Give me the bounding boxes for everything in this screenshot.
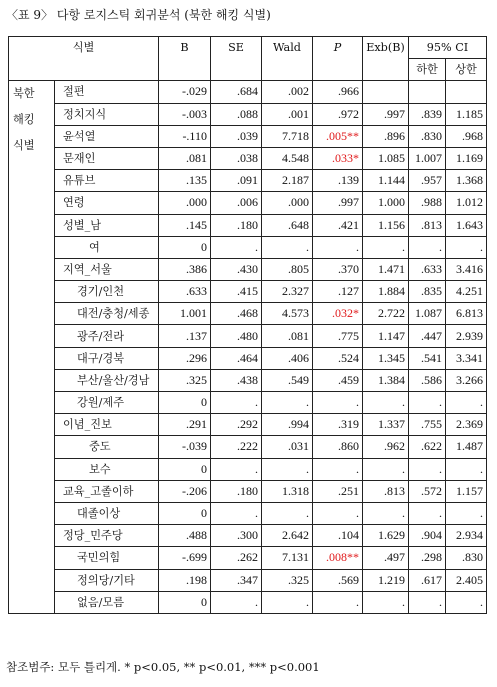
cell-se: .262 xyxy=(211,547,262,569)
cell-expb: . xyxy=(363,591,409,613)
cell-wald: .549 xyxy=(262,369,313,391)
table-row xyxy=(9,303,487,325)
cell-p: .524 xyxy=(313,347,363,369)
row-label: 강원/제주 xyxy=(55,392,159,414)
cell-p: .972 xyxy=(313,103,363,125)
cell-lower: 1.087 xyxy=(409,303,446,325)
cell-upper: 6.813 xyxy=(446,303,487,325)
cell-upper: 1.169 xyxy=(446,147,487,169)
row-label: 연령 xyxy=(55,192,159,214)
cell-b: .145 xyxy=(159,214,211,236)
cell-wald: .002 xyxy=(262,81,313,103)
header-se: SE xyxy=(211,37,262,81)
cell-expb: . xyxy=(363,392,409,414)
cell-lower: .904 xyxy=(409,525,446,547)
cell-expb: 2.722 xyxy=(363,303,409,325)
cell-lower: .988 xyxy=(409,192,446,214)
cell-lower: .839 xyxy=(409,103,446,125)
cell-wald: 4.548 xyxy=(262,147,313,169)
cell-se: .180 xyxy=(211,480,262,502)
cell-p: . xyxy=(313,392,363,414)
table-row xyxy=(9,214,487,236)
cell-b: -.206 xyxy=(159,480,211,502)
row-label: 여 xyxy=(55,236,159,258)
cell-wald: .031 xyxy=(262,436,313,458)
cell-se: . xyxy=(211,236,262,258)
cell-upper: 1.368 xyxy=(446,170,487,192)
cell-upper: .968 xyxy=(446,125,487,147)
cell-expb: 1.147 xyxy=(363,325,409,347)
cell-se: . xyxy=(211,392,262,414)
cell-lower: .298 xyxy=(409,547,446,569)
cell-p: .569 xyxy=(313,569,363,591)
cell-se: .464 xyxy=(211,347,262,369)
cell-expb: 1.337 xyxy=(363,414,409,436)
row-label: 대졸이상 xyxy=(55,502,159,524)
cell-b: .081 xyxy=(159,147,211,169)
cell-upper: 2.405 xyxy=(446,569,487,591)
cell-upper: 2.369 xyxy=(446,414,487,436)
row-label: 광주/전라 xyxy=(55,325,159,347)
table-row xyxy=(9,369,487,391)
row-label: 정치지식 xyxy=(55,103,159,125)
cell-wald: .648 xyxy=(262,214,313,236)
cell-upper: 3.266 xyxy=(446,369,487,391)
cell-p: . xyxy=(313,591,363,613)
cell-upper: 2.939 xyxy=(446,325,487,347)
cell-lower: .447 xyxy=(409,325,446,347)
cell-b: .633 xyxy=(159,281,211,303)
table-row xyxy=(9,192,487,214)
cell-b: .291 xyxy=(159,414,211,436)
cell-wald: 7.718 xyxy=(262,125,313,147)
cell-b: 0 xyxy=(159,591,211,613)
cell-se: .300 xyxy=(211,525,262,547)
cell-upper: 1.487 xyxy=(446,436,487,458)
cell-se: . xyxy=(211,458,262,480)
cell-expb: 1.219 xyxy=(363,569,409,591)
group-label-line: 북한 xyxy=(13,87,35,101)
cell-p: .421 xyxy=(313,214,363,236)
cell-lower: .586 xyxy=(409,369,446,391)
cell-b: .325 xyxy=(159,369,211,391)
table-row xyxy=(9,502,487,524)
cell-se: .468 xyxy=(211,303,262,325)
cell-lower: .622 xyxy=(409,436,446,458)
cell-wald: .805 xyxy=(262,258,313,280)
cell-upper: 2.934 xyxy=(446,525,487,547)
cell-wald: 2.187 xyxy=(262,170,313,192)
cell-expb: 1.000 xyxy=(363,192,409,214)
cell-b: .135 xyxy=(159,170,211,192)
cell-upper: . xyxy=(446,392,487,414)
cell-b: .137 xyxy=(159,325,211,347)
cell-expb: .962 xyxy=(363,436,409,458)
row-label: 문재인 xyxy=(55,147,159,169)
cell-lower: .633 xyxy=(409,258,446,280)
cell-wald: 2.327 xyxy=(262,281,313,303)
header-lower: 하한 xyxy=(409,59,446,81)
cell-expb: 1.884 xyxy=(363,281,409,303)
cell-wald: . xyxy=(262,502,313,524)
cell-se: .438 xyxy=(211,369,262,391)
cell-wald: .406 xyxy=(262,347,313,369)
row-label: 성별_남 xyxy=(55,214,159,236)
cell-upper: 4.251 xyxy=(446,281,487,303)
cell-lower: . xyxy=(409,392,446,414)
table-row xyxy=(9,480,487,502)
row-label: 대전/충청/세종 xyxy=(55,303,159,325)
cell-upper: 1.157 xyxy=(446,480,487,502)
cell-p: . xyxy=(313,236,363,258)
table-body xyxy=(9,81,487,614)
cell-wald: .325 xyxy=(262,569,313,591)
header-p: P xyxy=(313,37,363,81)
cell-p: .319 xyxy=(313,414,363,436)
row-label: 교육_고졸이하 xyxy=(55,480,159,502)
cell-b: .000 xyxy=(159,192,211,214)
cell-p: .104 xyxy=(313,525,363,547)
row-label: 부산/울산/경남 xyxy=(55,369,159,391)
row-label: 정의당/기타 xyxy=(55,569,159,591)
table-row xyxy=(9,547,487,569)
cell-upper: . xyxy=(446,502,487,524)
cell-p: .033* xyxy=(313,147,363,169)
header-var: 식별 xyxy=(9,37,159,81)
cell-expb: 1.085 xyxy=(363,147,409,169)
cell-expb: .813 xyxy=(363,480,409,502)
cell-p: .966 xyxy=(313,81,363,103)
table-row xyxy=(9,458,487,480)
cell-wald: .081 xyxy=(262,325,313,347)
cell-upper: . xyxy=(446,458,487,480)
row-label: 보수 xyxy=(55,458,159,480)
cell-lower: 1.007 xyxy=(409,147,446,169)
cell-expb: . xyxy=(363,502,409,524)
cell-wald: .994 xyxy=(262,414,313,436)
cell-se: .480 xyxy=(211,325,262,347)
cell-se: .006 xyxy=(211,192,262,214)
cell-se: . xyxy=(211,591,262,613)
table-row xyxy=(9,103,487,125)
cell-b: 0 xyxy=(159,392,211,414)
cell-se: .222 xyxy=(211,436,262,458)
regression-table xyxy=(8,36,487,614)
table-row xyxy=(9,392,487,414)
cell-upper: 3.416 xyxy=(446,258,487,280)
cell-lower: .830 xyxy=(409,125,446,147)
row-label: 이념_진보 xyxy=(55,414,159,436)
cell-se: .039 xyxy=(211,125,262,147)
cell-lower: .617 xyxy=(409,569,446,591)
cell-expb: 1.629 xyxy=(363,525,409,547)
cell-expb: . xyxy=(363,236,409,258)
cell-upper: 1.643 xyxy=(446,214,487,236)
table-row xyxy=(9,569,487,591)
cell-p: .860 xyxy=(313,436,363,458)
table-row xyxy=(9,147,487,169)
cell-p: .459 xyxy=(313,369,363,391)
header-upper: 상한 xyxy=(446,59,487,81)
cell-p: .370 xyxy=(313,258,363,280)
cell-lower: .541 xyxy=(409,347,446,369)
cell-lower: . xyxy=(409,236,446,258)
cell-b: .296 xyxy=(159,347,211,369)
header-row-1 xyxy=(9,37,487,59)
footnote: 참조범주: 모두 틀리게. * p<0.05, ** p<0.01, *** p<0.001 xyxy=(6,660,320,674)
row-label: 중도 xyxy=(55,436,159,458)
group-label-line: 해킹 xyxy=(13,113,35,127)
cell-se: .415 xyxy=(211,281,262,303)
cell-expb: 1.384 xyxy=(363,369,409,391)
cell-upper: .830 xyxy=(446,547,487,569)
cell-p: .139 xyxy=(313,170,363,192)
table-row xyxy=(9,325,487,347)
cell-wald: . xyxy=(262,591,313,613)
cell-p: .005** xyxy=(313,125,363,147)
cell-expb: . xyxy=(363,458,409,480)
cell-expb: .997 xyxy=(363,103,409,125)
cell-b: .198 xyxy=(159,569,211,591)
cell-expb: .497 xyxy=(363,547,409,569)
table-row xyxy=(9,170,487,192)
row-label: 경기/인천 xyxy=(55,281,159,303)
cell-b: .488 xyxy=(159,525,211,547)
header-ci: 95% CI xyxy=(409,37,487,59)
cell-p: . xyxy=(313,502,363,524)
cell-p: .127 xyxy=(313,281,363,303)
cell-se: . xyxy=(211,502,262,524)
cell-expb: 1.471 xyxy=(363,258,409,280)
cell-wald: . xyxy=(262,458,313,480)
row-label: 국민의힘 xyxy=(55,547,159,569)
cell-expb: 1.144 xyxy=(363,170,409,192)
row-label: 윤석열 xyxy=(55,125,159,147)
cell-se: .038 xyxy=(211,147,262,169)
header-b: B xyxy=(159,37,211,81)
cell-lower xyxy=(409,81,446,103)
cell-b: -.029 xyxy=(159,81,211,103)
cell-expb: 1.345 xyxy=(363,347,409,369)
table-row xyxy=(9,436,487,458)
cell-p: .032* xyxy=(313,303,363,325)
cell-lower: .835 xyxy=(409,281,446,303)
cell-wald: .001 xyxy=(262,103,313,125)
cell-wald: 1.318 xyxy=(262,480,313,502)
cell-b: .386 xyxy=(159,258,211,280)
cell-b: 1.001 xyxy=(159,303,211,325)
cell-p: .008** xyxy=(313,547,363,569)
cell-se: .292 xyxy=(211,414,262,436)
cell-upper: 1.012 xyxy=(446,192,487,214)
table-caption: 〈표 9〉 다항 로지스틱 회귀분석 (북한 해킹 식별) xyxy=(6,8,271,22)
cell-b: 0 xyxy=(159,502,211,524)
cell-p: .775 xyxy=(313,325,363,347)
cell-upper: . xyxy=(446,591,487,613)
cell-lower: . xyxy=(409,502,446,524)
cell-b: -.699 xyxy=(159,547,211,569)
row-label: 유튜브 xyxy=(55,170,159,192)
table-row xyxy=(9,236,487,258)
cell-wald: 2.642 xyxy=(262,525,313,547)
row-label: 지역_서울 xyxy=(55,258,159,280)
table-row xyxy=(9,525,487,547)
cell-lower: .957 xyxy=(409,170,446,192)
cell-upper: . xyxy=(446,236,487,258)
cell-lower: .572 xyxy=(409,480,446,502)
cell-upper: 1.185 xyxy=(446,103,487,125)
cell-wald: . xyxy=(262,236,313,258)
header-expb: Exb(B) xyxy=(363,37,409,81)
cell-b: -.039 xyxy=(159,436,211,458)
group-label-line: 식별 xyxy=(13,139,35,153)
cell-upper xyxy=(446,81,487,103)
table-row xyxy=(9,258,487,280)
cell-se: .088 xyxy=(211,103,262,125)
cell-expb: 1.156 xyxy=(363,214,409,236)
row-label: 대구/경북 xyxy=(55,347,159,369)
cell-lower: . xyxy=(409,591,446,613)
cell-expb: .896 xyxy=(363,125,409,147)
row-label: 정당_민주당 xyxy=(55,525,159,547)
row-label: 없음/모름 xyxy=(55,591,159,613)
cell-lower: .813 xyxy=(409,214,446,236)
cell-p: .997 xyxy=(313,192,363,214)
table-row xyxy=(9,591,487,613)
cell-b: -.110 xyxy=(159,125,211,147)
table-row xyxy=(9,281,487,303)
cell-se: .180 xyxy=(211,214,262,236)
table-row xyxy=(9,414,487,436)
cell-b: 0 xyxy=(159,458,211,480)
cell-se: .347 xyxy=(211,569,262,591)
cell-lower: . xyxy=(409,458,446,480)
cell-wald: 7.131 xyxy=(262,547,313,569)
cell-b: 0 xyxy=(159,236,211,258)
cell-wald: 4.573 xyxy=(262,303,313,325)
table-row xyxy=(9,125,487,147)
cell-wald: .000 xyxy=(262,192,313,214)
cell-se: .684 xyxy=(211,81,262,103)
cell-lower: .755 xyxy=(409,414,446,436)
cell-se: .091 xyxy=(211,170,262,192)
table-row xyxy=(9,81,487,103)
cell-b: -.003 xyxy=(159,103,211,125)
cell-upper: 3.341 xyxy=(446,347,487,369)
group-label xyxy=(9,81,55,614)
row-label: 절편 xyxy=(55,81,159,103)
cell-se: .430 xyxy=(211,258,262,280)
cell-p: . xyxy=(313,458,363,480)
table-row xyxy=(9,347,487,369)
header-wald: Wald xyxy=(262,37,313,81)
cell-expb xyxy=(363,81,409,103)
cell-p: .251 xyxy=(313,480,363,502)
cell-wald: . xyxy=(262,392,313,414)
